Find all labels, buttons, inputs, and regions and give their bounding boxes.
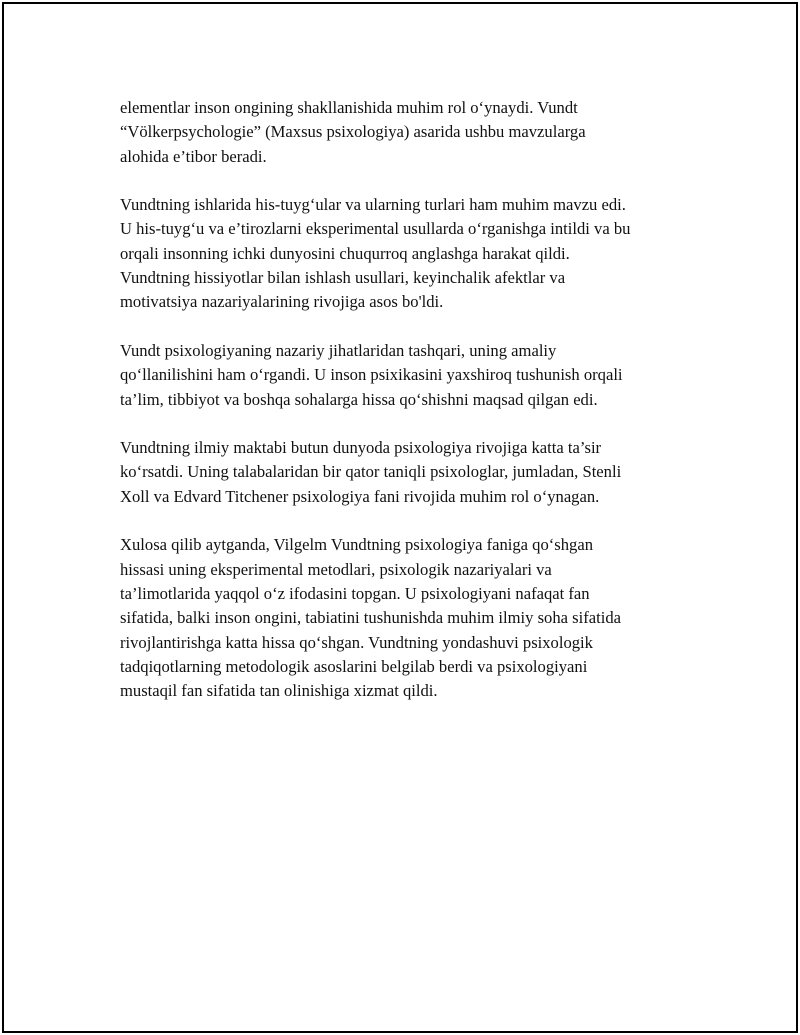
paragraph-2: Vundtning ishlarida his-tuyg‘ular va ularning turlari ham muhim mavzu edi. U his-tuyg‘u va e’tirozlarni eksperimental usullarda o‘rganishga intildi va bu orqali insonning ichki dunyosini chuqurroq anglashga harakat qildi. Vundtning hissiyotlar bilan ishlash usullari, keyinchalik afektlar va motivatsiya nazariyalarining rivojiga asos bo'ldi. [120,195,631,312]
paragraph-3: Vundt psixologiyaning nazariy jihatlaridan tashqari, uning amaliy qo‘llanilishini ham o‘rgandi. U inson psixikasini yaxshiroq tushunish orqali ta’lim, tibbiyot va boshqa sohalarga hissa qo‘shishni maqsad qilgan edi. [120,340,623,409]
paragraph-4: Vundtning ilmiy maktabi butun dunyoda psixologiya rivojiga katta ta’sir ko‘rsatdi. Uning talabalaridan bir qator taniqli psixologlar, jumladan, Stenli Xoll va Edvard Titchener psixologiya fani rivojida muhim rol o‘ynagan. [120,438,622,506]
document-page [2,2,798,1033]
paragraph-5: Xulosa qilib aytganda, Vilgelm Vundtning psixologiya faniga qo‘shgan hissasi uning eksperimental metodlari, psixologik nazariyalari va ta’limotlarida yaqqol o‘z ifodasini topgan. U psixologiyani nafaqat fan sifatida, balki inson ongini, tabiatini tushunishda muhim ilmiy soha sifatida rivojlantirishga katta hissa qo‘shgan. Vundtning yondashuvi psixologik tadqiqotlarning metodologik asoslarini belgilab berdi va psixologiyani mustaqil fan sifatida tan olinishiga xizmat qildi. [120,535,621,701]
document-body [120,96,700,728]
paragraph-1: elementlar inson ongining shakllanishida muhim rol o‘ynaydi. Vundt “Völkerpsychologie” (Maxsus psixologiya) asarida ushbu mavzularga alohida e’tibor beradi. [120,98,586,166]
